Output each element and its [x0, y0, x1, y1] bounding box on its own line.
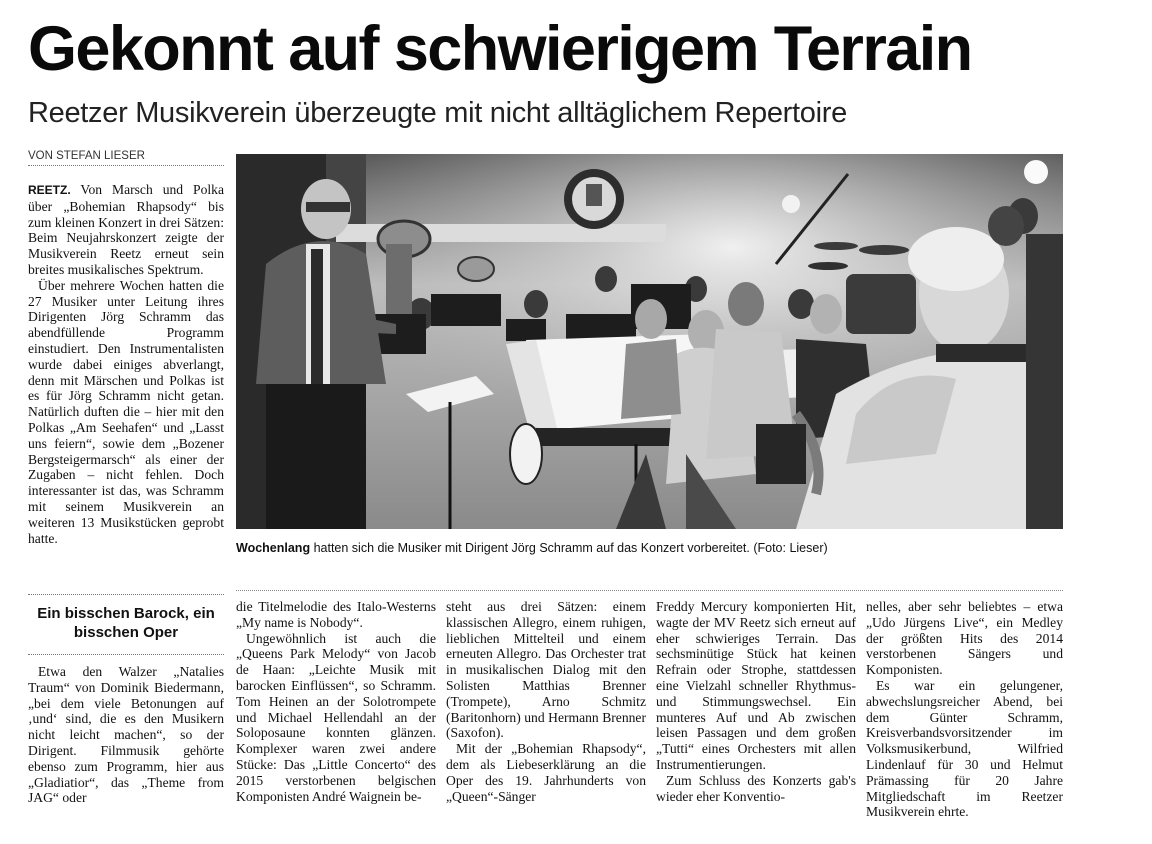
paragraph-7: Mit der „Bohemian Rhapsody“, dem als Liebeserklärung an die Oper des 19. Jahrhunderts von „Queen“-Sänger [446, 741, 646, 804]
article-column-4 [656, 599, 856, 804]
caption-lead: Wochenlang [236, 541, 311, 555]
article-column-1 [28, 182, 224, 546]
paragraph-5: Ungewöhnlich ist auch die „Queens Park Melody“ von Jacob de Haan: „Leichte Musik mit barocken Einflüssen“, so Schramm. Tom Heinen an der Solotrompete und Michael Hellendahl an der Soloposaune konnten glänzen. Komplexer waren zwei andere Stücke: Das „Little Concerto“ des 2015 verstorbenen belgischen Komponisten André Waignein be- [236, 630, 436, 804]
section-subheading: Ein bisschen Barock, ein bisschen Oper [28, 594, 224, 655]
concert-photo [236, 154, 1063, 529]
caption-text: hatten sich die Musiker mit Dirigent Jörg Schramm auf das Konzert vorbereitet. (Foto: Lieser) [310, 541, 828, 555]
photo-caption [236, 541, 1063, 555]
headline: Gekonnt auf schwierigem Terrain [28, 14, 972, 84]
byline: VON STEFAN LIESER [28, 150, 224, 166]
orchestra-photo-image [236, 154, 1063, 529]
column-rule [236, 590, 1063, 591]
paragraph-4: die Titelmelodie des Italo-Westerns „My name is Nobody“. [236, 599, 436, 630]
paragraph-6: steht aus drei Sätzen: einem klassischen Allegro, einem ruhigen, lieblichen Mittelteil und einem erneuten Allegro. Das Orchester trat in musikalischen Dialog mit den Solisten Matthias Brenner (Trompete), Arno Schmitz (Baritonhorn) und Hermann Brenner (Saxofon). [446, 599, 646, 741]
dateline: REETZ. [28, 183, 71, 197]
paragraph-10: nelles, aber sehr beliebtes – etwa „Udo Jürgens Live“, ein Medley der größten Hits des 2014 verstorbenen Sängers und Komponisten. [866, 599, 1063, 678]
paragraph-3: Etwa den Walzer „Natalies Traum“ von Dominik Biedermann, „bei dem viele Betonungen auf ‚und‘ sind, die es den Musikern nicht leicht machen“, so der Dirigent. Filmmusik gehörte ebenso zum Programm, hier aus „Gladiatior“, das „Theme from JAG“ oder [28, 664, 224, 806]
article-column-5 [866, 599, 1063, 820]
article-column-2 [236, 599, 436, 804]
paragraph-1-text: Von Marsch und Polka über „Bohemian Rhapsody“ bis zum kleinen Konzert in drei Sätzen: Beim Neujahrskonzert zeigte der Musikverein Reetz erneut sein breites musikalisches Spektrum. [28, 182, 224, 277]
paragraph-1 [28, 182, 224, 278]
paragraph-2: Über mehrere Wochen hatten die 27 Musiker unter Leitung ihres Dirigenten Jörg Schramm das abendfüllende Programm einstudiert. Den Instrumentalisten wurde dabei einiges abverlangt, denn mit Märschen und Polkas ist es für Jörg Schramm nicht getan. Natürlich duften die – hier mit den Polkas „Am Seehafen“ und „Lasst uns feiern“, sowie dem „Bozener Bergsteigermarsch“ als einer der Zugaben – nicht fehlen. Doch interessanter ist das, was Schramm mit seinem Musikverein an weiteren 13 Musikstücken geprobt hatte. [28, 277, 224, 546]
paragraph-8: Freddy Mercury komponierten Hit, wagte der MV Reetz sich erneut auf eher schwieriges Terrain. Das sechsminütige Stück hat keinen Refrain oder Strophe, stattdessen eine Vielzahl schneller Rhythmus- und Stimmungswechsel. Ein munteres Auf und Ab zwischen leisen Passagen und dem großen „Tutti“ eines Orchesters mit allen Instrumentierungen. [656, 599, 856, 772]
paragraph-11: Es war ein gelungener, abwechslungsreicher Abend, bei dem Günter Schramm, Kreisverbandsvorsitzender im Volksmusikerbund, Wilfried Lindenlauf für 30 und Helmut Prämassing für 20 Jahre Mitgliedschaft im Reetzer Musikverein ehrte. [866, 677, 1063, 820]
article-column-3 [446, 599, 646, 804]
subheadline: Reetzer Musikverein überzeugte mit nicht alltäglichem Repertoire [28, 97, 847, 129]
article-column-1b [28, 664, 224, 806]
paragraph-9: Zum Schluss des Konzerts gab's wieder eher Konventio- [656, 772, 856, 804]
